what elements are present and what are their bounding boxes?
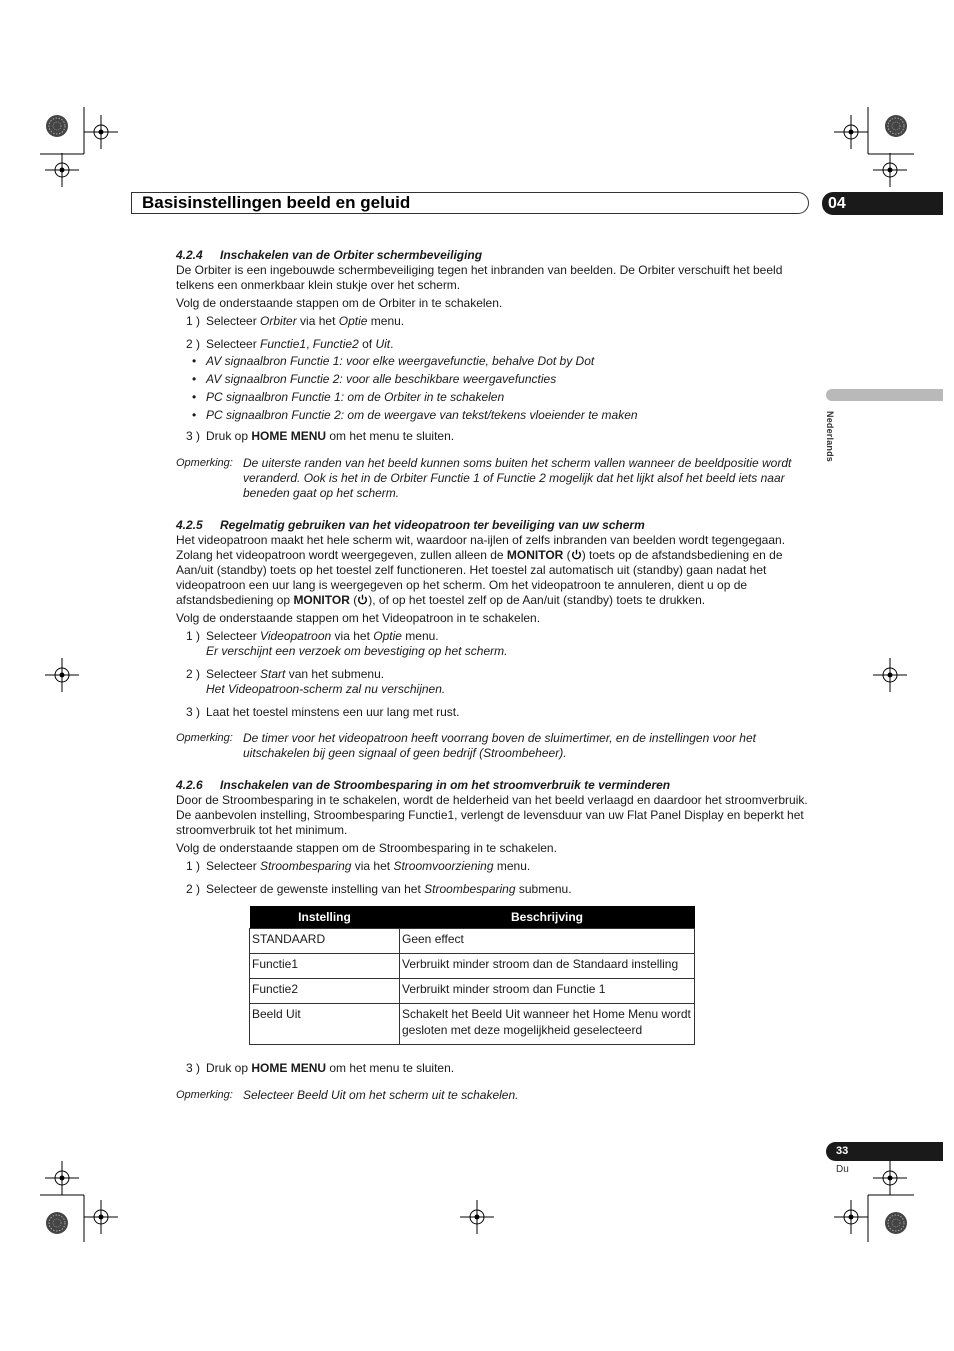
note: Opmerking: De uiterste randen van het beeld kunnen soms buiten het scherm vallen wanneer de beeldpositie wordt veranderd. Ook is het in de Orbiter Functie 1 of Functie 2 mogelijk dat het lijkt alsof het beeld iets naar beneden gaat op het scherm. xyxy=(176,456,792,500)
table-row xyxy=(250,929,695,954)
power-icon xyxy=(571,549,582,560)
table-cell: Verbruikt minder stroom dan Functie 1 xyxy=(400,979,695,1004)
list-item: • PC signaalbron Functie 1: om de Orbiter in te schakelen xyxy=(192,390,505,404)
paragraph: Volg de onderstaande stappen om de Orbiter in te schakelen. xyxy=(176,296,503,310)
step-result: Er verschijnt een verzoek om bevestiging op het scherm. xyxy=(206,644,508,658)
table-cell: Geen effect xyxy=(400,929,695,954)
step-2: 2 ) Selecteer de gewenste instelling van het Stroombesparing submenu. xyxy=(186,882,572,896)
paragraph: Volg de onderstaande stappen om de Stroombesparing in te schakelen. xyxy=(176,841,557,855)
step-1: 1 ) Selecteer Orbiter via het Optie menu. xyxy=(186,314,405,328)
paragraph: Door de Stroombesparing in te schakelen, wordt de helderheid van het beeld verlaagd en daardoor het stroomverbruik. De aanbevolen instelling, Stroombesparing Functie1, verlengt de levensduur van uw Flat Panel Display en beperkt het stroomverbruik tot het minimum. xyxy=(176,793,808,837)
table-cell: Beeld Uit xyxy=(250,1004,400,1045)
page-number: 33 xyxy=(836,1145,849,1157)
table-cell: Schakelt het Beeld Uit wanneer het Home Menu wordt gesloten met deze mogelijkheid geselecteerd xyxy=(400,1004,695,1045)
section-426 xyxy=(176,778,816,1103)
settings-table xyxy=(249,906,695,1045)
section-heading: 4.2.6 Inschakelen van de Stroombesparing in om het stroomverbruik te verminderen xyxy=(176,778,671,792)
section-424 xyxy=(176,248,816,501)
table-cell: Functie2 xyxy=(250,979,400,1004)
list-item: • AV signaalbron Functie 2: voor alle beschikbare weergavefuncties xyxy=(192,372,557,386)
table-cell: STANDAARD xyxy=(250,929,400,954)
step-1: 1 ) Selecteer Stroombesparing via het Stroomvoorziening menu. xyxy=(186,859,531,873)
step-1: 1 ) Selecteer Videopatroon via het Optie menu. xyxy=(186,629,439,643)
language-side-tab xyxy=(826,389,943,401)
paragraph: De Orbiter is een ingebouwde schermbeveiliging tegen het inbranden van beelden. De Orbiter verschuift het beeld telkens een onmerkbaar klein stukje over het scherm. xyxy=(176,263,783,292)
table-header-row xyxy=(250,906,695,929)
paragraph: Het videopatroon maakt het hele scherm wit, waardoor na-ijlen of zelfs inbranden van beelden wordt tegengegaan. Zolang het videopatroon wordt weergegeven, zullen alleen de MONITOR ( ) toets op de afstandsbediening en de Aan/uit (standby) toets op het toestel zelf functioneren. Het toestel zal automatisch uit (standby) gaan nadat het videopatroon een uur lang is weergegeven op het scherm. Om het videopatroon te annuleren, dient u op de afstandsbediening op MONITOR ( ), of op het toestel zelf op de Aan/uit (standby) toets te drukken. xyxy=(176,533,786,607)
step-3: 3 ) Druk op HOME MENU om het menu te sluiten. xyxy=(186,429,455,443)
column-header: Instelling xyxy=(250,906,400,929)
table-cell: Functie1 xyxy=(250,954,400,979)
language-side-label: Nederlands xyxy=(825,411,835,463)
section-heading: 4.2.5 Regelmatig gebruiken van het videopatroon ter beveiliging van uw scherm xyxy=(176,518,645,532)
note: Opmerking: De timer voor het videopatroon heeft voorrang boven de sluimertimer, en de instellingen voor het uitschakelen bij geen signaal of geen bedrijf (Stroombeheer). xyxy=(176,731,756,760)
chapter-number: 04 xyxy=(828,195,846,212)
list-item: • PC signaalbron Functie 2: om de weergave van tekst/tekens vloeiender te maken xyxy=(192,408,638,422)
step-2: 2 ) Selecteer Start van het submenu. xyxy=(186,667,385,681)
table-row xyxy=(250,1004,695,1045)
paragraph: Volg de onderstaande stappen om het Videopatroon in te schakelen. xyxy=(176,611,541,625)
step-3: 3 ) Laat het toestel minstens een uur lang met rust. xyxy=(186,705,460,719)
column-header: Beschrijving xyxy=(400,906,695,929)
table-row xyxy=(250,979,695,1004)
table-row xyxy=(250,954,695,979)
step-2: 2 ) Selecteer Functie1, Functie2 of Uit. xyxy=(186,337,394,351)
power-icon xyxy=(357,594,368,605)
note: Opmerking: Selecteer Beeld Uit om het scherm uit te schakelen. xyxy=(176,1088,519,1102)
page-content xyxy=(176,248,816,1103)
page-header-title: Basisinstellingen beeld en geluid xyxy=(142,193,411,212)
section-425 xyxy=(176,518,816,761)
page-language-code: Du xyxy=(836,1164,849,1175)
section-heading: 4.2.4 Inschakelen van de Orbiter schermbeveiliging xyxy=(176,248,483,262)
step-3: 3 ) Druk op HOME MENU om het menu te sluiten. xyxy=(186,1061,455,1075)
list-item: • AV signaalbron Functie 1: voor elke weergavefunctie, behalve Dot by Dot xyxy=(192,354,595,368)
table-cell: Verbruikt minder stroom dan de Standaard instelling xyxy=(400,954,695,979)
step-result: Het Videopatroon-scherm zal nu verschijnen. xyxy=(206,682,446,696)
